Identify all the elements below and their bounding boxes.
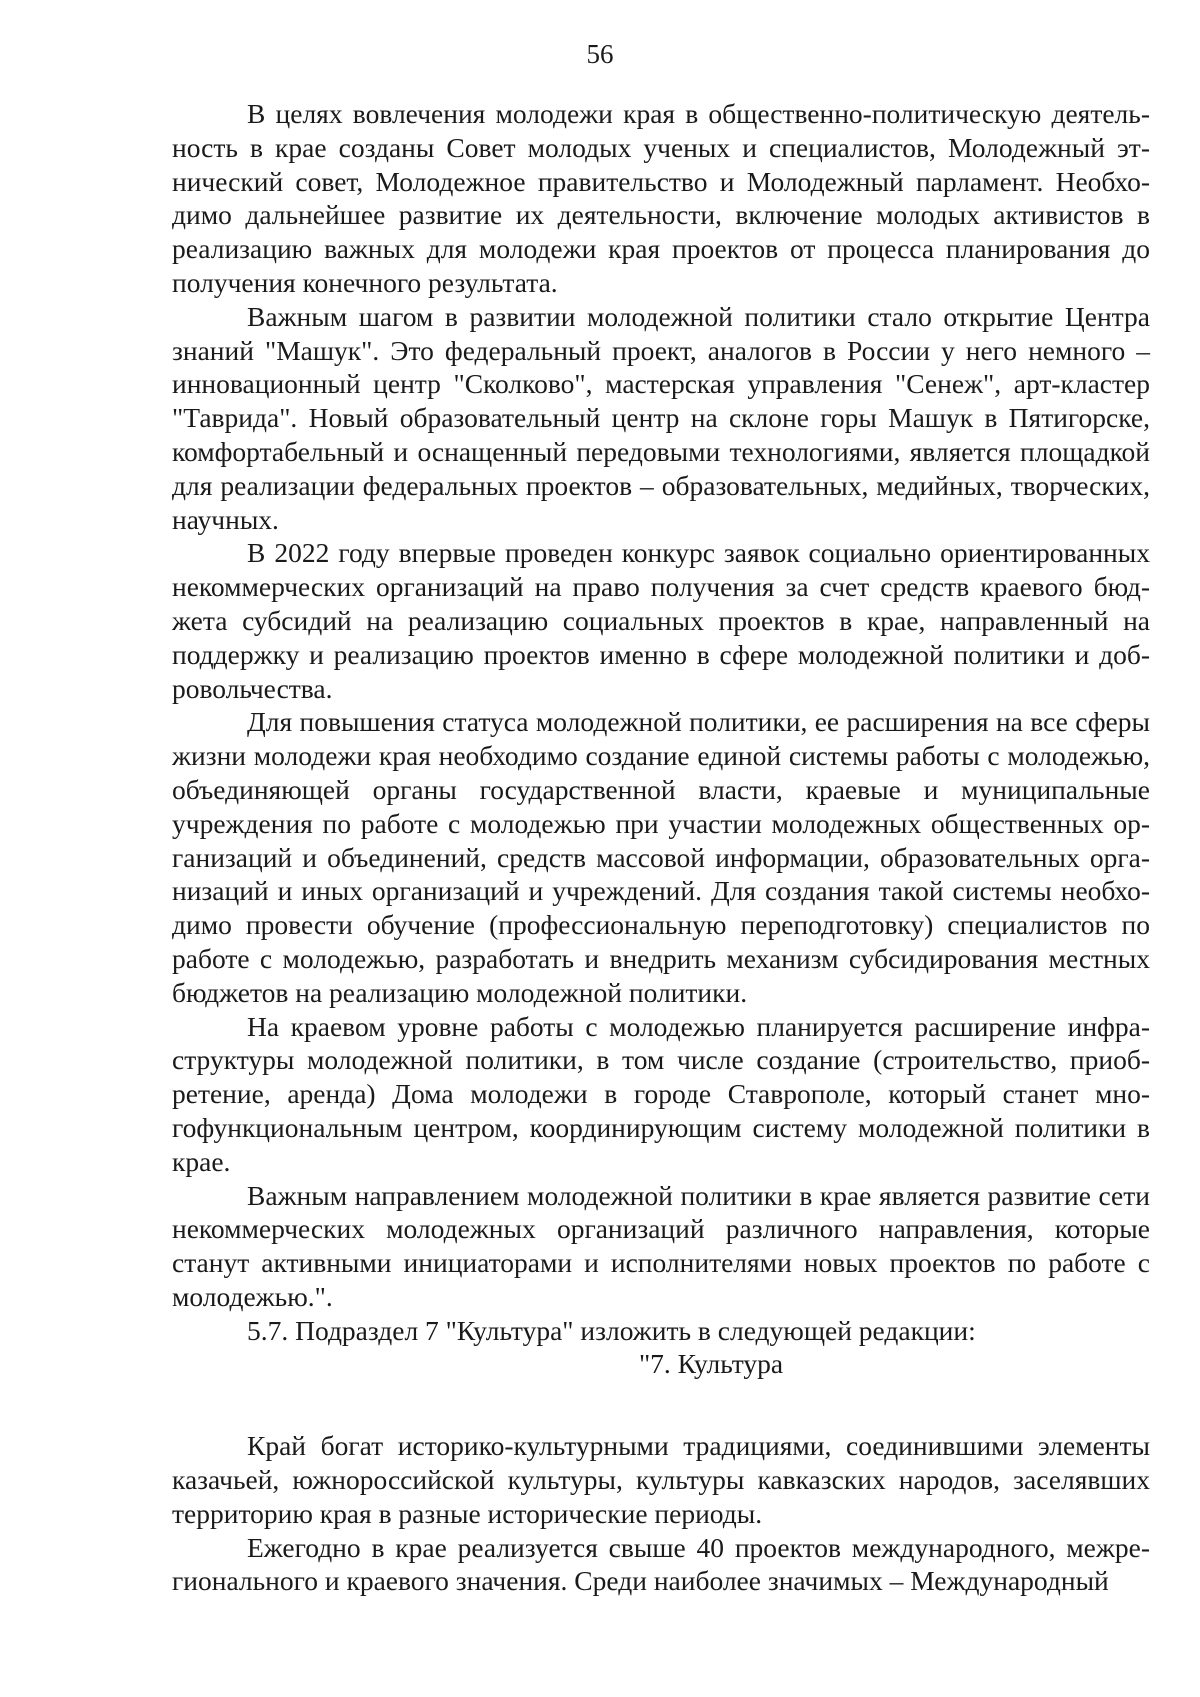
paragraph-nko-network: Важным направлением молодежной политики в крае является развитие сети некоммерческих молодежных организаций различного направления, которые станут активными инициаторами и исполнителями новых проектов по работе с молодежью.". xyxy=(172,1179,1150,1312)
paragraph-nko-contest: В 2022 году впервые проведен конкурс заявок социально ориентированных некоммерческих организаций на право получения за счет средств краевого бюджета субсидий на реализацию социальных проектов в крае, направленный на поддержку и реализацию проектов именно в сфере молодежной политики и добровольчества. xyxy=(172,537,1150,704)
document-body xyxy=(172,97,1150,1598)
paragraph-annual-projects: Ежегодно в крае реализуется свыше 40 проектов международного, межрегионального и краевого значения. Среди наиболее значимых – Международный xyxy=(172,1531,1150,1597)
spacer xyxy=(172,1381,1150,1429)
paragraph-cultural-traditions: Край богат историко-культурными традициями, соединившими элементы казачьей, южнороссийской культуры, культуры кавказских народов, заселявших территорию края в разные исторические периоды. xyxy=(172,1430,1150,1529)
paragraph-unified-system: Для повышения статуса молодежной политики, ее расширения на все сферы жизни молодежи края необходимо создание единой системы работы с молодежью, объединяющей органы государственной власти, краевые и муниципальные учреждения по работе с молодежью при участии молодежных общественных организаций и объединений, средств массовой информации, образовательных организаций и иных организаций и учреждений. Для создания такой системы необходимо провести обучение (профессиональную переподготовку) специалистов по работе с молодежью, разработать и внедрить механизм субсидирования местных бюджетов на реализацию молодежной политики. xyxy=(172,706,1150,1008)
paragraph-mashuk-center: Важным шагом в развитии молодежной политики стало открытие Центра знаний "Машук". Это федеральный проект, аналогов в России у него немного – инновационный центр "Сколково", мастерская управления "Сенеж", арт-кластер "Таврида". Новый образовательный центр на склоне горы Машук в Пятигорске, комфортабельный и оснащенный передовыми технологиями, является площадкой для реализации федеральных проектов – образовательных, медийных, творческих, научных. xyxy=(172,300,1150,535)
paragraph-youth-house: На краевом уровне работы с молодежью планируется расширение инфраструктуры молодежной политики, в том числе создание (строительство, приобретение, аренда) Дома молодежи в городе Ставрополе, который станет многофункциональным центром, координирующим систему молодежной политики в крае. xyxy=(172,1010,1150,1177)
paragraph-youth-councils: В целях вовлечения молодежи края в общественно-политическую деятельность в крае созданы Совет молодых ученых и специалистов, Молодежный этнический совет, Молодежное правительство и Молодежный парламент. Необходимо дальнейшее развитие их деятельности, включение молодых активистов в реализацию важных для молодежи края проектов от процесса планирования до получения конечного результата. xyxy=(172,98,1150,298)
section-heading-culture: "7. Культура xyxy=(638,1348,784,1380)
page-number: 56 xyxy=(586,39,614,69)
paragraph-amendment-5-7: 5.7. Подраздел 7 "Культура" изложить в следующей редакции: xyxy=(247,1314,976,1346)
